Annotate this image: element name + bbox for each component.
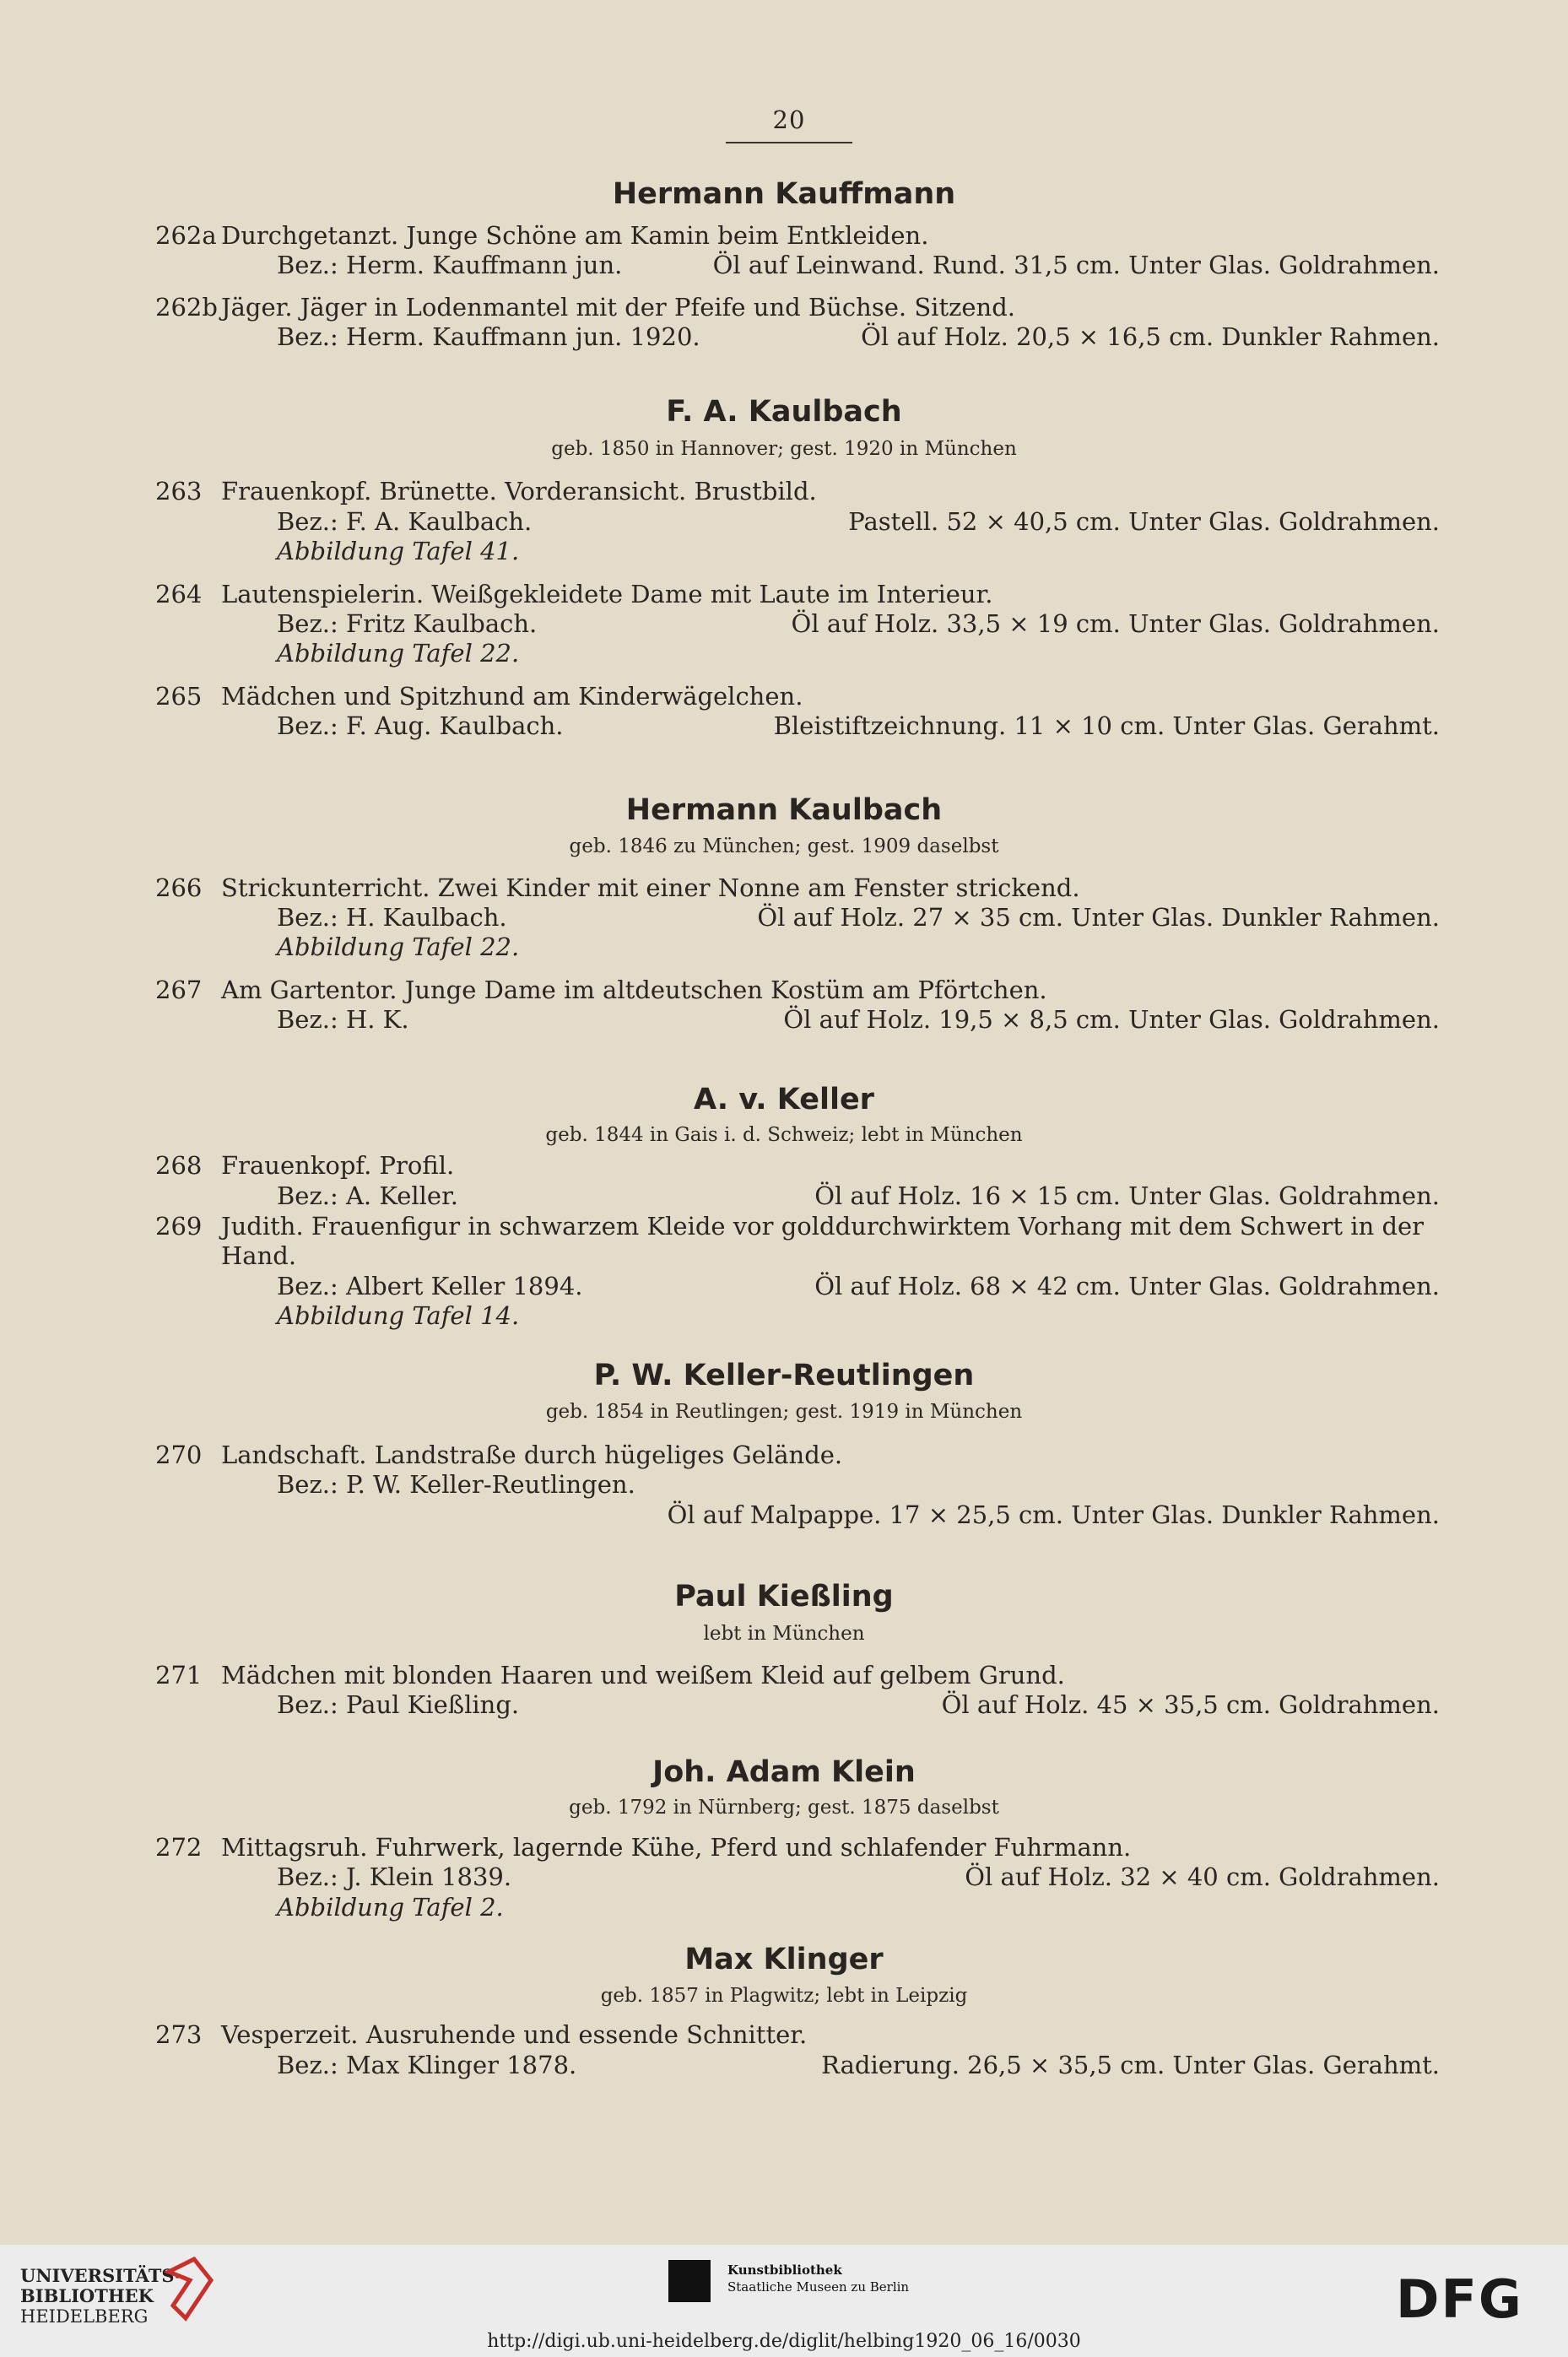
library-name-line: BIBLIOTHEK [20,2285,154,2306]
lot-number: 271 [155,1661,203,1689]
lot-number: 265 [155,682,203,711]
kunstbibliothek-name [727,2262,909,2295]
lot-signature: Bez.: P. W. Keller-Reutlingen. [277,1470,635,1499]
lot-signature: Bez.: F. Aug. Kaulbach. [277,711,564,740]
lot-signature: Bez.: Paul Kießling. [277,1690,520,1719]
lot-number: 264 [155,580,203,608]
page-number: 20 [772,105,806,134]
library-name-line: HEIDELBERG [20,2306,149,2327]
lot-title: Jäger. Jäger in Lodenmantel mit der Pfeife und Büchse. Sitzend. [221,293,1016,322]
lot-title: Mädchen mit blonden Haaren und weißem Kleid auf gelbem Grund. [221,1661,1065,1689]
lot-signature: Bez.: Max Klinger 1878. [277,2051,577,2079]
lot-title: Frauenkopf. Profil. [221,1151,455,1180]
lot-title: Lautenspielerin. Weißgekleidete Dame mit Laute im Interieur. [221,580,993,608]
artist-heading: Hermann Kaulbach [625,793,943,827]
lot-technique: Bleistiftzeichnung. 11 × 10 cm. Unter Glas. Gerahmt. [773,711,1440,740]
lot-title: Mittagsruh. Fuhrwerk, lagernde Kühe, Pferd und schlafender Fuhrmann. [221,1833,1132,1862]
artist-bio: geb. 1792 in Nürnberg; gest. 1875 daselbst [569,1797,999,1819]
lot-technique: Radierung. 26,5 × 35,5 cm. Unter Glas. Gerahmt. [821,2051,1440,2079]
kunstbibliothek-line: Staatliche Museen zu Berlin [727,2279,910,2295]
artist-heading: Joh. Adam Klein [652,1755,916,1789]
lot-signature: Bez.: H. K. [277,1005,409,1034]
lot-signature: Bez.: Fritz Kaulbach. [277,609,538,638]
lot-title: Mädchen und Spitzhund am Kinderwägelchen. [221,682,803,711]
lot-title: Frauenkopf. Brünette. Vorderansicht. Brustbild. [221,477,817,505]
library-name [20,2266,182,2327]
lot-title: Judith. Frauenfigur in schwarzem Kleide vor golddurchwirktem Vorhang mit dem Schwert in der [221,1212,1425,1241]
artist-heading: Paul Kießling [674,1580,894,1614]
lot-title: Vesperzeit. Ausruhende und essende Schnitter. [221,2020,808,2049]
page-number-rule [726,142,852,143]
lot-illustration-ref: Abbildung Tafel 41. [277,537,520,565]
library-name-line: UNIVERSITÄTS- [20,2265,182,2286]
lot-number: 262b [155,293,218,322]
lot-number: 269 [155,1212,203,1241]
artist-bio: geb. 1844 in Gais i. d. Schweiz; lebt in München [545,1124,1023,1146]
lot-title: Am Gartentor. Junge Dame im altdeutschen Kostüm am Pförtchen. [221,976,1047,1004]
lot-title: Landschaft. Landstraße durch hügeliges Gelände. [221,1441,843,1469]
lot-technique: Pastell. 52 × 40,5 cm. Unter Glas. Goldrahmen. [848,507,1440,536]
lot-technique: Öl auf Holz. 20,5 × 16,5 cm. Dunkler Rahmen. [861,322,1440,351]
lot-technique: Öl auf Holz. 33,5 × 19 cm. Unter Glas. Goldrahmen. [791,609,1440,638]
lot-signature: Bez.: H. Kaulbach. [277,903,507,932]
artist-heading: Hermann Kauffmann [612,177,956,211]
artist-bio: lebt in München [703,1623,865,1645]
source-url-link[interactable]: http://digi.ub.uni-heidelberg.de/diglit/helbing1920_06_16/0030 [487,2331,1081,2352]
lot-number: 268 [155,1151,203,1180]
lot-number: 272 [155,1833,203,1862]
artist-heading: Max Klinger [684,1943,884,1976]
artist-bio: geb. 1850 in Hannover; gest. 1920 in München [551,438,1017,460]
lot-title-continued: Hand. [221,1241,297,1270]
lot-technique: Öl auf Holz. 19,5 × 8,5 cm. Unter Glas. Goldrahmen. [783,1005,1440,1034]
lot-number: 262a [155,221,217,250]
artist-heading: F. A. Kaulbach [666,395,902,429]
lot-number: 266 [155,873,203,902]
artist-bio: geb. 1857 in Plagwitz; lebt in Leipzig [600,1985,968,2007]
lot-technique: Öl auf Holz. 32 × 40 cm. Goldrahmen. [965,1862,1440,1891]
dfg-logo: DFG [1396,2268,1523,2330]
lot-signature: Bez.: F. A. Kaulbach. [277,507,533,536]
lot-technique: Öl auf Holz. 16 × 15 cm. Unter Glas. Goldrahmen. [814,1181,1440,1210]
lot-illustration-ref: Abbildung Tafel 2. [277,1893,504,1922]
artist-bio: geb. 1854 in Reutlingen; gest. 1919 in München [545,1401,1023,1423]
lot-technique: Öl auf Holz. 68 × 42 cm. Unter Glas. Goldrahmen. [814,1272,1440,1300]
lot-technique: Öl auf Malpappe. 17 × 25,5 cm. Unter Glas. Dunkler Rahmen. [667,1500,1440,1529]
kunstbibliothek-logo-icon [668,2260,711,2302]
artist-bio: geb. 1846 zu München; gest. 1909 daselbst [569,835,999,857]
lot-signature: Bez.: Herm. Kauffmann jun. [277,251,623,279]
lot-title: Durchgetanzt. Junge Schöne am Kamin beim Entkleiden. [221,221,929,250]
lot-number: 267 [155,976,203,1004]
library-logo-icon [160,2255,219,2322]
lot-signature: Bez.: Herm. Kauffmann jun. 1920. [277,322,700,351]
lot-title: Strickunterricht. Zwei Kinder mit einer Nonne am Fenster strickend. [221,873,1080,902]
lot-number: 273 [155,2020,203,2049]
lot-technique: Öl auf Leinwand. Rund. 31,5 cm. Unter Glas. Goldrahmen. [712,251,1440,279]
kunstbibliothek-line: Kunstbibliothek [727,2262,842,2278]
lot-signature: Bez.: Albert Keller 1894. [277,1272,583,1300]
artist-heading: A. v. Keller [694,1083,874,1116]
lot-number: 270 [155,1441,203,1469]
lot-number: 263 [155,477,203,505]
lot-technique: Öl auf Holz. 27 × 35 cm. Unter Glas. Dunkler Rahmen. [757,903,1440,932]
lot-illustration-ref: Abbildung Tafel 14. [277,1301,520,1330]
lot-signature: Bez.: J. Klein 1839. [277,1862,512,1891]
lot-signature: Bez.: A. Keller. [277,1181,458,1210]
lot-illustration-ref: Abbildung Tafel 22. [277,639,520,668]
artist-heading: P. W. Keller-Reutlingen [593,1359,975,1392]
lot-technique: Öl auf Holz. 45 × 35,5 cm. Goldrahmen. [941,1690,1440,1719]
lot-illustration-ref: Abbildung Tafel 22. [277,933,520,961]
